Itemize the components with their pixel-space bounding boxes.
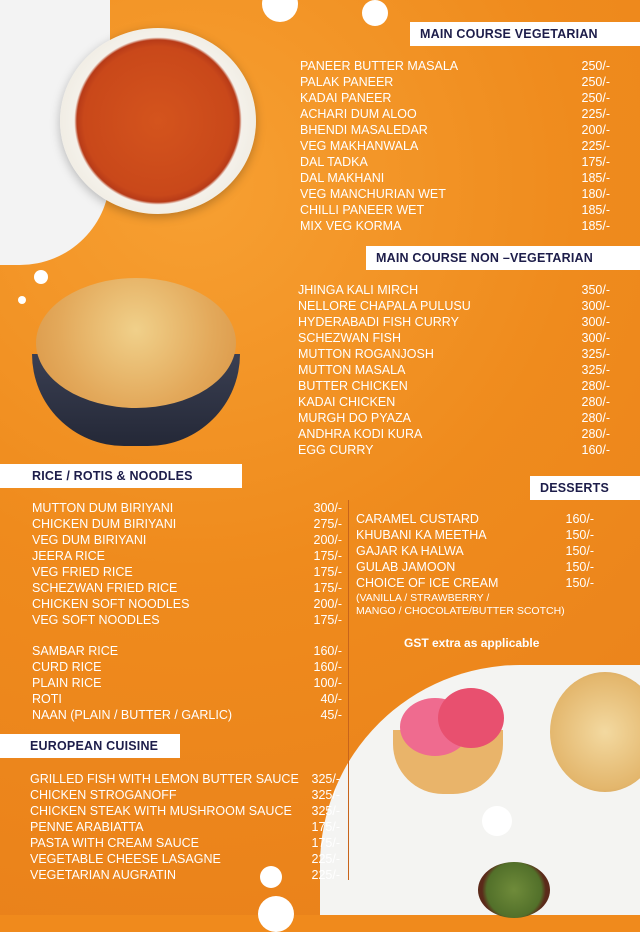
- menu-item: [298, 282, 610, 298]
- ice-cream-note-1: (VANILLA / STRAWBERRY /: [356, 592, 490, 604]
- menu-item: [300, 186, 610, 202]
- menu-item-name: CARAMEL CUSTARD: [356, 512, 479, 526]
- menu-item-name: VEG MANCHURIAN WET: [300, 187, 446, 201]
- menu-item-name: SCHEZWAN FISH: [298, 331, 402, 345]
- menu-item: [356, 527, 594, 543]
- menu-item: [30, 835, 340, 851]
- nonveg-section-title: MAIN COURSE NON –VEGETARIAN: [366, 246, 640, 270]
- menu-item-price: 160/-: [313, 660, 342, 674]
- menu-item-price: 150/-: [565, 560, 594, 574]
- menu-item-name: CHICKEN DUM BIRIYANI: [32, 517, 177, 531]
- menu-item-price: 100/-: [313, 676, 342, 690]
- menu-item-name: DAL MAKHANI: [300, 171, 385, 185]
- menu-item: [300, 74, 610, 90]
- menu-item-name: KADAI PANEER: [300, 91, 392, 105]
- menu-item-name: SAMBAR RICE: [32, 644, 119, 658]
- menu-item-name: MIX VEG KORMA: [300, 219, 402, 233]
- menu-item-name: JEERA RICE: [32, 549, 105, 563]
- menu-item: [298, 394, 610, 410]
- menu-item-price: 185/-: [581, 203, 610, 217]
- biryani-bowl-image: [32, 278, 240, 446]
- menu-item-price: 280/-: [581, 395, 610, 409]
- nonveg-menu-list: [298, 282, 610, 458]
- menu-item-price: 175/-: [313, 549, 342, 563]
- rice-menu-list: [32, 500, 342, 628]
- menu-item: [300, 122, 610, 138]
- menu-item-name: CHICKEN SOFT NOODLES: [32, 597, 190, 611]
- menu-item: [300, 170, 610, 186]
- menu-item: [300, 106, 610, 122]
- menu-item-price: 200/-: [581, 123, 610, 137]
- menu-item-price: 200/-: [313, 533, 342, 547]
- menu-item: [32, 612, 342, 628]
- menu-item-name: CHOICE OF ICE CREAM: [356, 576, 499, 590]
- veg-curry-bowl-image: [60, 28, 256, 214]
- decor-bubble: [18, 296, 26, 304]
- menu-item-name: GRILLED FISH WITH LEMON BUTTER SAUCE: [30, 772, 299, 786]
- menu-item: [32, 707, 342, 723]
- menu-item-price: 300/-: [581, 315, 610, 329]
- rice-section-title: RICE / ROTIS & NOODLES: [0, 464, 242, 488]
- menu-item-name: DAL TADKA: [300, 155, 368, 169]
- gst-note: GST extra as applicable: [404, 636, 540, 650]
- menu-item: [32, 516, 342, 532]
- menu-item-name: VEG DUM BIRIYANI: [32, 533, 147, 547]
- menu-item: [32, 580, 342, 596]
- menu-item-price: 175/-: [313, 565, 342, 579]
- menu-item-price: 280/-: [581, 411, 610, 425]
- menu-item: [30, 867, 340, 883]
- menu-item-price: 175/-: [313, 581, 342, 595]
- menu-item-price: 40/-: [320, 692, 342, 706]
- menu-item-name: MUTTON MASALA: [298, 363, 406, 377]
- european-section-title: EUROPEAN CUISINE: [0, 734, 180, 758]
- menu-item-price: 185/-: [581, 171, 610, 185]
- menu-item-price: 225/-: [581, 107, 610, 121]
- menu-item-name: KADAI CHICKEN: [298, 395, 396, 409]
- menu-item-name: VEG SOFT NOODLES: [32, 613, 160, 627]
- menu-item: [30, 787, 340, 803]
- menu-item-price: 325/-: [581, 363, 610, 377]
- menu-item: [300, 138, 610, 154]
- menu-item-name: VEGETABLE CHEESE LASAGNE: [30, 852, 221, 866]
- menu-item-price: 325/-: [311, 804, 340, 818]
- menu-item: [298, 442, 610, 458]
- menu-item-name: MURGH DO PYAZA: [298, 411, 411, 425]
- menu-item-name: ROTI: [32, 692, 62, 706]
- desserts-section-title: DESSERTS: [530, 476, 640, 500]
- menu-item-price: 300/-: [581, 299, 610, 313]
- menu-item-price: 350/-: [581, 283, 610, 297]
- column-divider: [348, 500, 349, 880]
- menu-item-name: KHUBANI KA MEETHA: [356, 528, 487, 542]
- menu-item: [356, 575, 594, 591]
- menu-item-price: 160/-: [313, 644, 342, 658]
- menu-item-price: 180/-: [581, 187, 610, 201]
- menu-item-price: 150/-: [565, 576, 594, 590]
- menu-item: [356, 559, 594, 575]
- menu-item: [356, 543, 594, 559]
- menu-item-name: CHICKEN STROGANOFF: [30, 788, 177, 802]
- menu-item-price: 250/-: [581, 59, 610, 73]
- menu-item: [298, 346, 610, 362]
- menu-item-price: 325/-: [581, 347, 610, 361]
- menu-item-name: CHILLI PANEER WET: [300, 203, 425, 217]
- menu-item-name: ACHARI DUM ALOO: [300, 107, 417, 121]
- menu-item-name: SCHEZWAN FRIED RICE: [32, 581, 178, 595]
- menu-item-price: 150/-: [565, 528, 594, 542]
- menu-item-name: VEG FRIED RICE: [32, 565, 133, 579]
- menu-item: [32, 691, 342, 707]
- menu-item-name: MUTTON ROGANJOSH: [298, 347, 434, 361]
- decor-bubble: [482, 806, 512, 836]
- menu-item: [32, 659, 342, 675]
- menu-item-price: 200/-: [313, 597, 342, 611]
- menu-item: [32, 675, 342, 691]
- menu-item-price: 225/-: [311, 852, 340, 866]
- menu-item-price: 325/-: [311, 788, 340, 802]
- menu-item: [32, 532, 342, 548]
- menu-item-price: 225/-: [311, 868, 340, 882]
- european-menu-list: [30, 771, 340, 883]
- menu-item-price: 300/-: [313, 501, 342, 515]
- menu-item: [32, 500, 342, 516]
- menu-item-price: 175/-: [311, 836, 340, 850]
- ice-cream-note-2: MANGO / CHOCOLATE/BUTTER SCOTCH): [356, 605, 565, 617]
- menu-item-name: PENNE ARABIATTA: [30, 820, 144, 834]
- menu-item-price: 175/-: [311, 820, 340, 834]
- menu-item: [298, 330, 610, 346]
- menu-item-name: PALAK PANEER: [300, 75, 394, 89]
- menu-item-price: 275/-: [313, 517, 342, 531]
- menu-item: [30, 803, 340, 819]
- menu-item-price: 45/-: [320, 708, 342, 722]
- rice-menu-list-2: [32, 643, 342, 723]
- menu-item-name: VEGETARIAN AUGRATIN: [30, 868, 177, 882]
- menu-item-name: NAAN (PLAIN / BUTTER / GARLIC): [32, 708, 233, 722]
- menu-item-price: 175/-: [313, 613, 342, 627]
- menu-item-price: 175/-: [581, 155, 610, 169]
- ice-cream-image: [378, 678, 518, 796]
- menu-item: [30, 851, 340, 867]
- menu-item: [30, 819, 340, 835]
- menu-item-name: NELLORE CHAPALA PULUSU: [298, 299, 471, 313]
- menu-item: [300, 202, 610, 218]
- menu-item: [300, 154, 610, 170]
- menu-item-price: 325/-: [311, 772, 340, 786]
- menu-item-price: 250/-: [581, 91, 610, 105]
- menu-item-price: 250/-: [581, 75, 610, 89]
- menu-item-name: CHICKEN STEAK WITH MUSHROOM SAUCE: [30, 804, 292, 818]
- decor-bubble: [362, 0, 388, 26]
- menu-item-name: HYDERABADI FISH CURRY: [298, 315, 459, 329]
- menu-item: [32, 596, 342, 612]
- menu-item-name: GULAB JAMOON: [356, 560, 456, 574]
- menu-item-name: PLAIN RICE: [32, 676, 102, 690]
- menu-item: [298, 378, 610, 394]
- menu-item-name: JHINGA KALI MIRCH: [298, 283, 419, 297]
- menu-item-name: BHENDI MASALEDAR: [300, 123, 428, 137]
- desserts-menu-list: [356, 511, 594, 591]
- menu-item-name: CURD RICE: [32, 660, 102, 674]
- menu-item-price: 300/-: [581, 331, 610, 345]
- menu-item: [300, 58, 610, 74]
- menu-item-price: 150/-: [565, 544, 594, 558]
- menu-item-name: PASTA WITH CREAM SAUCE: [30, 836, 200, 850]
- veg-menu-list: [300, 58, 610, 234]
- menu-item: [298, 362, 610, 378]
- menu-item-price: 160/-: [581, 443, 610, 457]
- menu-item-name: VEG MAKHANWALA: [300, 139, 419, 153]
- menu-item-name: ANDHRA KODI KURA: [298, 427, 423, 441]
- menu-item: [32, 564, 342, 580]
- menu-item: [300, 90, 610, 106]
- menu-item-price: 280/-: [581, 379, 610, 393]
- menu-item-price: 185/-: [581, 219, 610, 233]
- menu-item: [30, 771, 340, 787]
- menu-item-name: MUTTON DUM BIRIYANI: [32, 501, 174, 515]
- decor-bubble: [258, 896, 294, 932]
- menu-item: [298, 298, 610, 314]
- menu-item: [300, 218, 610, 234]
- menu-item-price: 280/-: [581, 427, 610, 441]
- menu-item: [32, 643, 342, 659]
- menu-item-name: BUTTER CHICKEN: [298, 379, 408, 393]
- menu-item-name: EGG CURRY: [298, 443, 374, 457]
- menu-item-price: 160/-: [565, 512, 594, 526]
- menu-item: [298, 426, 610, 442]
- menu-item: [32, 548, 342, 564]
- menu-item-name: PANEER BUTTER MASALA: [300, 59, 459, 73]
- spice-bowl-image: [478, 862, 550, 918]
- menu-item-name: GAJAR KA HALWA: [356, 544, 464, 558]
- menu-item: [298, 314, 610, 330]
- menu-item: [356, 511, 594, 527]
- menu-item: [298, 410, 610, 426]
- menu-item-price: 225/-: [581, 139, 610, 153]
- veg-section-title: MAIN COURSE VEGETARIAN: [410, 22, 640, 46]
